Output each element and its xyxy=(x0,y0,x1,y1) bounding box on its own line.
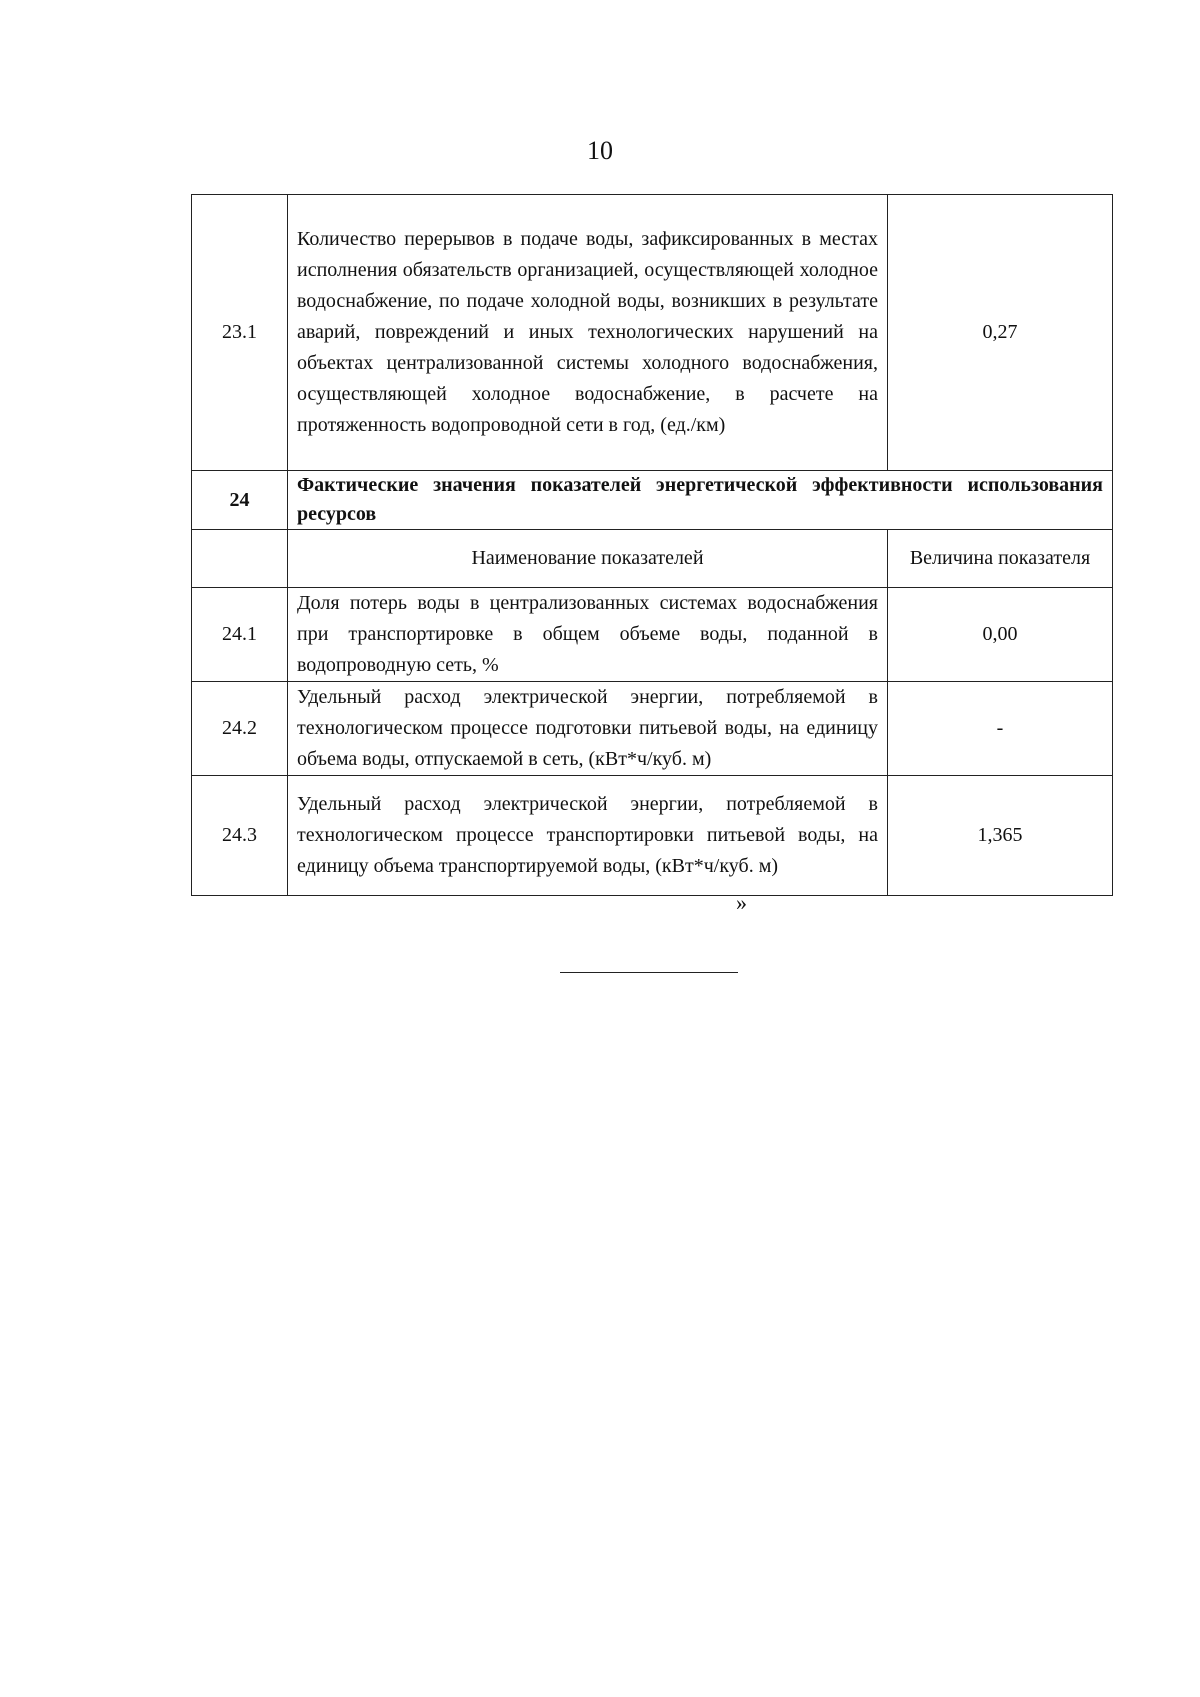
header-row xyxy=(192,530,1113,588)
page-number: 10 xyxy=(587,136,613,165)
section-row xyxy=(192,471,1113,530)
indicator-description: Удельный расход электрической энергии, потребляемой в технологическом процессе транспортировки питьевой воды, на единицу объема транспортируемой воды, (кВт*ч/куб. м) xyxy=(288,776,888,896)
closing-quote: » xyxy=(736,890,747,915)
indicator-value: - xyxy=(888,682,1113,776)
table-row xyxy=(192,776,1113,896)
column-header-name: Наименование показателей xyxy=(288,530,888,588)
empty-cell xyxy=(192,530,288,588)
column-header-value: Величина показателя xyxy=(888,530,1113,588)
section-number: 24 xyxy=(192,471,288,530)
indicator-description: Доля потерь воды в централизованных системах водоснабжения при транспортировке в общем объеме воды, поданной в водопроводную сеть, % xyxy=(288,588,888,682)
row-number: 24.3 xyxy=(192,776,288,896)
footer-rule xyxy=(560,972,738,973)
table-row xyxy=(192,588,1113,682)
section-title: Фактические значения показателей энергетической эффективности использования ресурсов xyxy=(288,471,1113,530)
table-row xyxy=(192,195,1113,471)
row-number: 24.1 xyxy=(192,588,288,682)
row-number: 23.1 xyxy=(192,195,288,471)
indicator-value: 0,27 xyxy=(888,195,1113,471)
row-number: 24.2 xyxy=(192,682,288,776)
indicator-description: Удельный расход электрической энергии, потребляемой в технологическом процессе подготовки питьевой воды, на единицу объема воды, отпускаемой в сеть, (кВт*ч/куб. м) xyxy=(288,682,888,776)
table-row xyxy=(192,682,1113,776)
indicator-value: 1,365 xyxy=(888,776,1113,896)
indicators-table xyxy=(191,194,1113,896)
indicator-value: 0,00 xyxy=(888,588,1113,682)
indicator-description: Количество перерывов в подаче воды, зафиксированных в местах исполнения обязательств организацией, осуществляющей холодное водоснабжение, по подаче холодной воды, возникших в результате аварий, повреждений и иных технологических нарушений на объектах централизованной системы холодного водоснабжения, осуществляющей холодное водоснабжение, в расчете на протяженность водопроводной сети в год, (ед./км) xyxy=(288,195,888,471)
